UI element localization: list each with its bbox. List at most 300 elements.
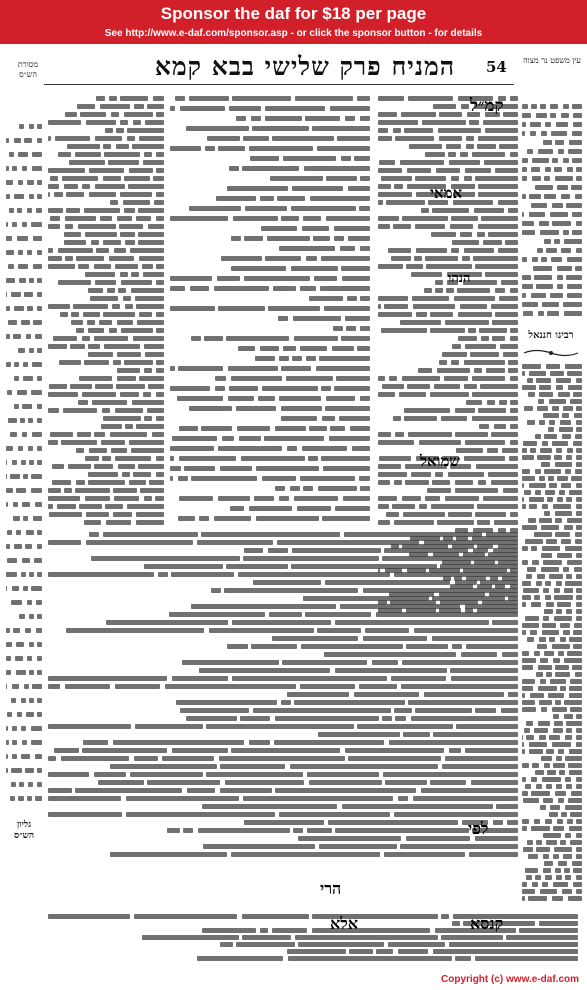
rashi-heading-word: הנהו [448,271,471,286]
text-line-segment [262,476,296,481]
sponsor-banner[interactable] [0,0,587,44]
text-line-segment [283,346,296,351]
text-line-segment [522,275,531,280]
text-line-segment [462,256,470,261]
text-line-segment [48,192,50,197]
text-line-segment [275,486,285,491]
text-line-segment [522,455,534,460]
text-line-segment [465,748,518,753]
text-line-segment [519,928,578,933]
text-line-segment [535,469,541,474]
text-line-segment [325,406,370,411]
text-line-segment [135,296,164,301]
text-line-segment [576,609,582,614]
text-line-segment [283,156,336,161]
text-line-segment [37,642,42,647]
text-line-segment [444,376,468,381]
text-line-segment [218,496,250,501]
text-line-segment [134,914,237,919]
text-line-segment [95,384,113,389]
text-line-segment [411,272,442,277]
text-line-segment [14,362,19,367]
text-line-segment [481,216,518,221]
text-line-segment [139,312,152,317]
text-line-segment [566,275,582,280]
text-line-segment [524,490,531,495]
text-line-segment [384,548,468,553]
text-line-segment [310,196,370,201]
text-line-segment [309,780,382,785]
text-line-segment [29,698,34,703]
text-line-segment [99,320,112,325]
text-line-segment [474,368,482,373]
text-line-segment [564,868,570,873]
text-line-segment [171,572,234,577]
text-line-segment [231,376,282,381]
text-line-segment [378,464,401,469]
text-line-segment [342,276,370,281]
text-line-segment [190,286,209,291]
text-line-segment [486,532,518,537]
text-line-segment [133,336,164,341]
text-line-segment [527,567,536,572]
text-line-segment [539,420,545,425]
text-line-segment [92,400,127,405]
text-line-segment [430,780,466,785]
text-line-segment [466,644,518,649]
text-line-segment [522,679,535,684]
text-line-segment [48,676,167,681]
text-line-segment [510,408,518,413]
text-line-segment [460,152,468,157]
text-line-segment [523,798,539,803]
text-line-segment [532,560,539,565]
text-line-segment [26,712,34,717]
text-line-segment [522,896,525,901]
text-line-segment [555,518,562,523]
text-line-segment [540,658,548,663]
sponsor-title[interactable]: Sponsor the daf for $18 per page [160,4,427,23]
text-line-segment [170,216,228,221]
text-line-segment [172,676,228,681]
text-line-segment [7,558,17,563]
text-line-segment [304,166,370,171]
text-line-segment [287,446,297,451]
text-line-segment [119,224,143,229]
text-line-segment [279,356,289,361]
text-line-segment [575,434,582,439]
text-line-segment [460,232,472,237]
text-line-segment [539,392,553,397]
text-line-segment [268,306,320,311]
text-line-segment [566,728,572,733]
text-line-segment [322,516,370,521]
text-line-segment [18,264,28,269]
text-line-segment [452,240,479,245]
text-line-segment [485,272,518,277]
text-line-segment [156,360,164,365]
text-line-segment [555,868,561,873]
text-line-segment [113,512,132,517]
text-line-segment [88,288,103,293]
text-line-segment [492,320,518,325]
text-line-segment [281,216,299,221]
text-line-segment [236,942,295,947]
text-line-segment [449,942,578,947]
text-line-segment [232,620,331,625]
text-line-segment [545,167,551,172]
text-line-segment [449,748,461,753]
text-line-segment [162,756,214,761]
text-line-segment [301,644,403,649]
text-line-segment [472,152,505,157]
text-line-segment [117,368,140,373]
text-line-segment [29,670,34,675]
text-line-segment [569,490,582,495]
text-line-segment [576,784,582,789]
text-line-segment [37,404,42,409]
text-line-segment [201,426,232,431]
text-line-segment [544,434,557,439]
text-line-segment [27,208,32,213]
text-line-segment [73,304,108,309]
text-line-segment [37,376,42,381]
text-line-segment [277,196,305,201]
text-line-segment [564,311,582,316]
text-line-segment [125,424,133,429]
text-line-segment [529,497,544,502]
text-line-segment [346,326,356,331]
text-line-segment [178,366,223,371]
text-line-segment [545,490,555,495]
text-line-segment [357,724,453,729]
text-line-segment [545,581,551,586]
text-line-segment [562,889,572,894]
text-line-segment [569,140,582,145]
text-line-segment [554,455,562,460]
text-line-segment [178,476,188,481]
text-line-segment [136,304,164,309]
text-line-segment [553,826,564,831]
text-line-segment [6,292,7,297]
text-line-segment [576,497,582,502]
text-line-segment [522,122,526,127]
text-line-segment [446,144,461,149]
text-line-segment [94,464,113,469]
masoret-label: מסורת הש״ס [17,60,39,79]
text-line-segment [292,186,343,191]
text-line-segment [541,707,547,712]
text-line-segment [527,149,533,154]
text-line-segment [575,672,582,677]
text-line-segment [60,312,68,317]
text-line-segment [202,928,256,933]
masoret-column [6,124,42,804]
text-line-segment [573,122,582,127]
text-line-segment [359,684,397,689]
text-line-segment [437,520,474,525]
text-line-segment [294,336,338,341]
text-line-segment [436,168,460,173]
text-line-segment [67,144,100,149]
text-line-segment [6,180,13,185]
text-line-segment [272,928,307,933]
text-line-segment [394,812,518,817]
text-line-segment [554,595,573,600]
text-line-segment [214,286,269,291]
text-line-segment [324,306,370,311]
text-line-segment [535,490,541,495]
text-line-segment [539,385,551,390]
text-line-segment [290,764,438,769]
text-line-segment [48,224,60,229]
text-line-segment [378,296,408,301]
text-line-segment [522,221,534,226]
text-line-segment [575,539,582,544]
text-line-segment [121,328,153,333]
text-line-segment [522,469,530,474]
text-line-segment [487,400,495,405]
text-line-segment [105,504,123,509]
text-line-segment [522,707,536,712]
text-line-segment [416,312,427,317]
text-line-segment [550,371,564,376]
text-line-segment [564,700,582,705]
text-line-segment [378,440,414,445]
text-line-segment [244,548,263,553]
text-line-segment [109,96,117,101]
text-line-segment [544,609,553,614]
text-line-segment [475,708,496,713]
text-line-segment [452,644,462,649]
text-line-segment [319,356,370,361]
text-line-segment [557,553,572,558]
text-line-segment [328,820,458,825]
text-line-segment [378,304,381,309]
text-line-segment [94,264,111,269]
text-line-segment [243,556,379,561]
text-line-segment [421,788,518,793]
text-line-segment [491,432,518,437]
text-line-segment [435,472,443,477]
text-line-segment [508,692,518,697]
text-line-segment [148,384,164,389]
text-line-segment [6,628,10,633]
text-line-segment [531,104,537,109]
text-line-segment [405,480,429,485]
text-line-segment [561,483,571,488]
text-line-segment [179,426,198,431]
text-line-segment [532,158,549,163]
ornament-divider [522,348,580,358]
text-line-segment [275,788,416,793]
text-line-segment [530,630,537,635]
text-line-segment [32,166,42,171]
text-line-segment [6,488,13,493]
text-line-segment [525,539,543,544]
text-line-segment [522,176,527,181]
text-line-segment [451,176,459,181]
text-line-segment [529,194,541,199]
text-line-segment [562,413,569,418]
text-line-segment [440,564,518,569]
text-line-segment [37,572,42,577]
text-line-segment [33,264,42,269]
text-line-segment [522,212,524,217]
text-line-segment [29,348,34,353]
text-line-segment [88,328,104,333]
text-line-segment [23,362,28,367]
text-line-segment [120,232,135,237]
text-line-segment [215,376,226,381]
text-line-segment [48,496,80,501]
text-line-segment [363,636,427,641]
text-line-segment [66,192,84,197]
text-line-segment [539,476,545,481]
text-line-segment [526,735,534,740]
text-line-segment [540,889,557,894]
text-line-segment [306,256,317,261]
text-line-segment [451,676,518,681]
text-line-segment [242,935,291,940]
text-line-segment [522,882,527,887]
text-line-segment [531,602,541,607]
text-line-segment [207,136,240,141]
text-line-segment [20,418,25,423]
text-line-segment [287,949,346,954]
text-line-segment [217,276,240,281]
text-line-segment [144,368,152,373]
text-line-segment [530,448,536,453]
text-line-segment [23,474,28,479]
sponsor-subtitle[interactable]: See http://www.e-daf.com/sponsor.asp - or click the sponsor button - for details [104,28,483,39]
text-line-segment [149,480,164,485]
text-line-segment [561,539,571,544]
text-line-segment [103,144,111,149]
text-line-segment [322,416,335,421]
text-line-segment [470,352,499,357]
text-line-segment [402,496,421,501]
text-line-segment [561,812,567,817]
text-line-segment [378,480,390,485]
text-line-segment [532,763,539,768]
text-line-segment [546,784,552,789]
text-line-segment [536,581,542,586]
text-line-segment [468,328,476,333]
text-line-segment [488,472,518,477]
text-line-segment [17,236,28,241]
text-line-segment [29,278,34,283]
text-line-segment [522,819,529,824]
text-line-segment [570,707,582,712]
text-line-segment [432,636,518,641]
text-line-segment [48,344,67,349]
text-line-segment [156,168,164,173]
text-line-segment [53,336,77,341]
text-line-segment [493,820,503,825]
text-line-segment [265,256,301,261]
text-line-segment [523,311,533,316]
text-line-segment [573,392,582,397]
text-line-segment [382,556,518,561]
text-line-segment [565,469,571,474]
text-line-segment [522,525,537,530]
text-line-segment [378,184,391,189]
text-line-segment [136,512,164,517]
text-line-segment [566,721,582,726]
text-line-segment [48,914,130,919]
text-line-segment [18,796,24,801]
text-line-segment [576,574,582,579]
text-line-segment [565,805,582,810]
text-line-segment [103,532,198,537]
text-line-segment [307,772,379,777]
text-line-segment [534,651,540,656]
text-line-segment [198,828,290,833]
text-line-segment [333,326,343,331]
text-line-segment [318,732,400,737]
text-line-segment [48,796,121,801]
copyright-text[interactable]: Copyright (c) www.e-daf.com [441,974,579,985]
text-line-segment [555,462,572,467]
text-line-segment [403,512,445,517]
text-line-segment [209,628,314,633]
text-line-segment [535,875,541,880]
text-line-segment [10,474,20,479]
gemara-column [170,96,370,526]
text-line-segment [553,854,559,859]
text-line-segment [116,144,129,149]
text-line-segment [111,448,127,453]
text-line-segment [134,104,144,109]
text-line-segment [102,456,111,461]
text-line-segment [187,788,215,793]
text-line-segment [172,436,217,441]
text-line-segment [300,476,355,481]
rabbeinu-chananel-column [522,364,582,904]
text-line-segment [88,480,125,485]
text-line-segment [130,248,164,253]
text-line-segment [393,416,401,421]
text-line-segment [115,456,151,461]
text-line-segment [379,160,395,165]
text-line-segment [567,560,582,565]
text-line-segment [118,288,126,293]
text-line-segment [31,740,42,745]
text-line-segment [11,768,22,773]
text-line-segment [226,336,289,341]
text-line-segment [543,413,559,418]
text-line-segment [553,728,563,733]
text-line-segment [300,684,355,689]
text-line-segment [32,684,42,689]
text-line-segment [71,320,83,325]
text-line-segment [546,602,554,607]
text-line-segment [329,436,370,441]
text-line-segment [510,440,518,445]
text-line-segment [120,192,152,197]
text-line-segment [37,292,42,297]
text-line-segment [133,120,141,125]
text-line-segment [335,620,489,625]
text-line-segment [399,392,426,397]
text-line-segment [21,320,30,325]
text-line-segment [49,512,82,517]
text-line-segment [100,104,130,109]
text-line-segment [549,735,560,740]
text-line-segment [279,246,335,251]
text-line-segment [115,408,143,413]
